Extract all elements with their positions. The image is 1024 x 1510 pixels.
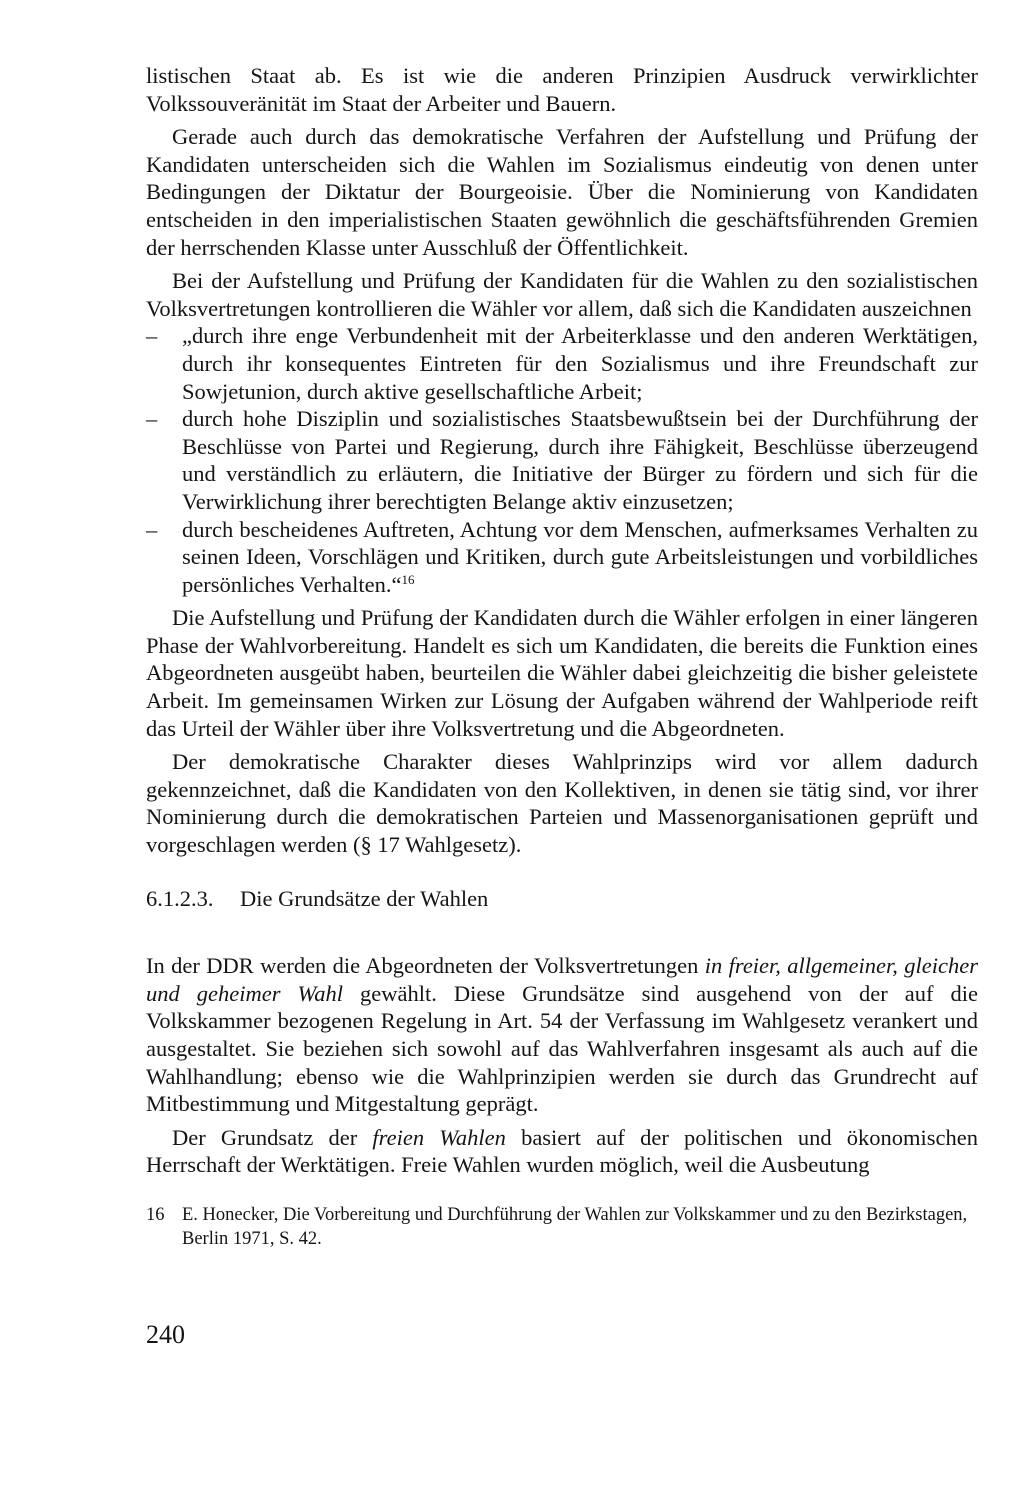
quote-item-text: „durch ihre enge Verbundenheit mit der Arbeiterklasse und den anderen Werktätigen, durch ihr konsequentes Eintreten für den Sozialismus und ihre Freundschaft zur Sowjetunion, durch aktive gesellschaftliche Arbeit; bbox=[182, 323, 978, 404]
footnote-text: E. Honecker, Die Vorbereitung und Durchführung der Wahlen zur Volkskammer und zu den Bezirkstagen, Berlin 1971, S. 42. bbox=[182, 1204, 968, 1249]
paragraph-free-elections bbox=[146, 1124, 978, 1179]
quote-list-item bbox=[146, 516, 978, 599]
text-run: basiert auf der politischen und ökonomischen Herrschaft der Werktätigen. Freie Wahlen wurden möglich, weil die Ausbeutung bbox=[146, 1124, 979, 1178]
section-heading bbox=[146, 885, 978, 913]
section-title: Die Grundsätze der Wahlen bbox=[240, 885, 489, 911]
text-run: gewählt. Diese Grundsätze sind ausgehend von der auf die Volkskammer bezogenen Regelung in Art. 54 der Verfassung im Wahlgesetz verankert und ausgestaltet. Sie beziehen sich sowohl auf das Wahlverfahren insgesamt als auch auf die Wahlhandlung; ebenso wie die Wahlprinzipien werden sie durch das Grundrecht auf Mitbestimmung und Mitgestaltung geprägt. bbox=[146, 980, 978, 1117]
paragraph-continuation: listischen Staat ab. Es ist wie die anderen Prinzipien Ausdruck verwirklichter Volkssouveränität im Staat der Arbeiter und Bauern. bbox=[146, 63, 978, 116]
footnote-reference: 16 bbox=[401, 571, 415, 587]
footnote bbox=[146, 1203, 978, 1251]
paragraph-voter-control: Bei der Aufstellung und Prüfung der Kandidaten für die Wahlen zu den sozialistischen Volksvertretungen kontrollieren die Wähler vor allem, daß sich die Kandidaten auszeichnen bbox=[146, 268, 978, 321]
paragraph-democratic-character: Der demokratische Charakter dieses Wahlprinzips wird vor allem dadurch gekennzeichnet, daß die Kandidaten von den Kollektiven, in denen sie tätig sind, vor ihrer Nominierung durch die demokratischen Parteien und Massenorganisationen geprüft und vorgeschlagen werden (§ 17 Wahlgesetz). bbox=[146, 749, 978, 858]
paragraph-nomination-phase: Die Aufstellung und Prüfung der Kandidaten durch die Wähler erfolgen in einer längeren Phase der Wahlvorbereitung. Handelt es sich um Kandidaten, die bereits die Funktion eines Abgeordneten ausgeübt haben, beurteilen die Wähler dabei gleichzeitig die bisher geleistete Arbeit. Im gemeinsamen Wirken zur Lösung der Aufgaben während der Wahlperiode reift das Urteil der Wähler über ihre Volksvertretung und die Abgeordneten. bbox=[146, 605, 978, 741]
paragraph-principles bbox=[146, 952, 978, 1118]
page-body bbox=[146, 62, 978, 1251]
list-dash: – bbox=[146, 323, 158, 349]
list-dash: – bbox=[146, 406, 158, 432]
quote-item-text: durch hohe Disziplin und sozialistisches Staatsbewußtsein bei der Durchführung der Beschlüsse von Partei und Regierung, durch ihre Fähigkeit, Beschlüsse überzeugend und verständlich zu erläutern, die Initiative der Bürger zu fördern und sich für die Verwirklichung ihrer berechtigten Belange aktiv einzusetzen; bbox=[182, 406, 978, 514]
text-run: Der Grundsatz der bbox=[172, 1124, 373, 1150]
emphasis-text: freien Wahlen bbox=[372, 1124, 506, 1150]
emphasis-text: in freier, allgemeiner, gleicher und geheimer Wahl bbox=[146, 953, 978, 1006]
quote-item-text: durch bescheidenes Auftreten, Achtung vor dem Menschen, aufmerksames Verhalten zu seinen Ideen, Vorschlägen und Kritiken, durch gute Arbeitsleistungen und vorbildliches persönliches Verhalten.“ bbox=[182, 516, 978, 597]
quote-list bbox=[146, 322, 978, 598]
paragraph-candidate-procedure: Gerade auch durch das demokratische Verfahren der Aufstellung und Prüfung der Kandidaten unterscheiden sich die Wahlen im Sozialismus eindeutig von denen unter Bedingungen der Diktatur der Bourgeoisie. Über die Nominierung von Kandidaten entscheiden in den imperialistischen Staaten gewöhnlich die geschäftsführenden Gremien der herrschenden Klasse unter Ausschluß der Öffentlichkeit. bbox=[146, 124, 978, 260]
list-dash: – bbox=[146, 516, 158, 542]
page-number: 240 bbox=[146, 1320, 185, 1349]
text-run: In der DDR werden die Abgeordneten der Volksvertretungen bbox=[146, 953, 705, 979]
quote-list-item bbox=[146, 405, 978, 515]
section-number: 6.1.2.3. bbox=[146, 885, 214, 911]
quote-list-item bbox=[146, 322, 978, 405]
footnote-number: 16 bbox=[146, 1204, 165, 1225]
